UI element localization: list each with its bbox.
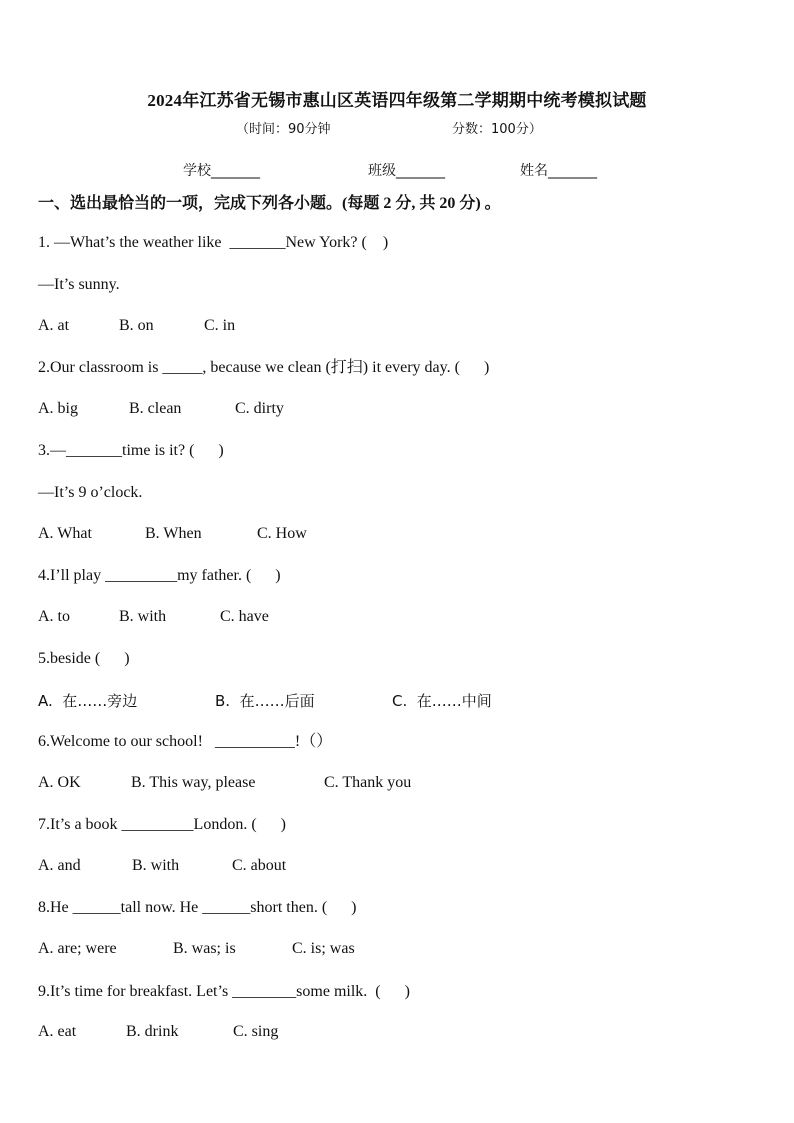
option-a: A. What [38, 525, 92, 542]
question-5-options [38, 690, 758, 710]
class-field: 班级_______ [368, 163, 445, 179]
option-b: B. with [132, 857, 180, 874]
option-c: C. in [204, 317, 236, 334]
question-1-options [38, 317, 758, 337]
option-b: B. 在……后面 [215, 692, 315, 710]
question-4-stem: 4.I’ll play _________my father. ( ) [38, 567, 281, 584]
option-c: C. dirty [235, 400, 284, 417]
option-a: A. are; were [38, 940, 117, 957]
question-5-stem: 5.beside ( ) [38, 650, 130, 667]
option-a: A. eat [38, 1023, 77, 1040]
question-3-options [38, 525, 758, 545]
exam-score: 分数：100分） [452, 122, 542, 137]
option-c: C. Thank you [324, 774, 412, 791]
option-c: C. 在……中间 [392, 692, 492, 710]
option-b: B. This way, please [131, 774, 256, 791]
option-c: C. How [257, 525, 307, 542]
option-c: C. sing [233, 1023, 279, 1040]
question-4-options [38, 608, 758, 628]
option-b: B. with [119, 608, 167, 625]
question-9-options [38, 1023, 758, 1043]
school-field: 学校_______ [183, 163, 260, 179]
question-8-options [38, 940, 758, 960]
option-a: A. OK [38, 774, 81, 791]
question-7-stem: 7.It’s a book _________London. ( ) [38, 816, 286, 833]
question-2-options [38, 400, 758, 420]
option-b: B. on [119, 317, 154, 334]
question-9-stem: 9.It’s time for breakfast. Let’s ________some milk. ( ) [38, 983, 410, 1000]
option-a: A. big [38, 400, 78, 417]
option-b: B. When [145, 525, 202, 542]
option-b: B. drink [126, 1023, 179, 1040]
option-a: A. at [38, 317, 70, 334]
question-1-answer: —It’s sunny. [38, 276, 120, 293]
option-c: C. about [232, 857, 287, 874]
question-1-stem: 1. —What’s the weather like _______New York? ( ) [38, 234, 389, 251]
option-a: A. to [38, 608, 70, 625]
question-7-options [38, 857, 758, 877]
question-3-answer: —It’s 9 o’clock. [38, 484, 143, 501]
question-6-stem: 6.Welcome to our school! __________!（） [38, 733, 333, 750]
question-2-stem: 2.Our classroom is _____, because we clean (打扫) it every day. ( ) [38, 359, 490, 376]
question-8-stem: 8.He ______tall now. He ______short then. ( ) [38, 899, 357, 916]
option-b: B. was; is [173, 940, 236, 957]
exam-title: 2024年江苏省无锡市惠山区英语四年级第二学期期中统考模拟试题 [147, 91, 647, 110]
question-3-stem: 3.—_______time is it? ( ) [38, 442, 224, 459]
option-a: A. 在……旁边 [38, 692, 138, 710]
option-c: C. have [220, 608, 269, 625]
question-6-options [38, 774, 758, 794]
exam-time: （时间：90分钟 [236, 122, 331, 137]
option-a: A. and [38, 857, 81, 874]
option-b: B. clean [129, 400, 182, 417]
option-c: C. is; was [292, 940, 355, 957]
section-title: 一、选出最恰当的一项，完成下列各小题。(每题 2 分, 共 20 分) 。 [38, 195, 501, 212]
name-field: 姓名_______ [520, 163, 597, 179]
